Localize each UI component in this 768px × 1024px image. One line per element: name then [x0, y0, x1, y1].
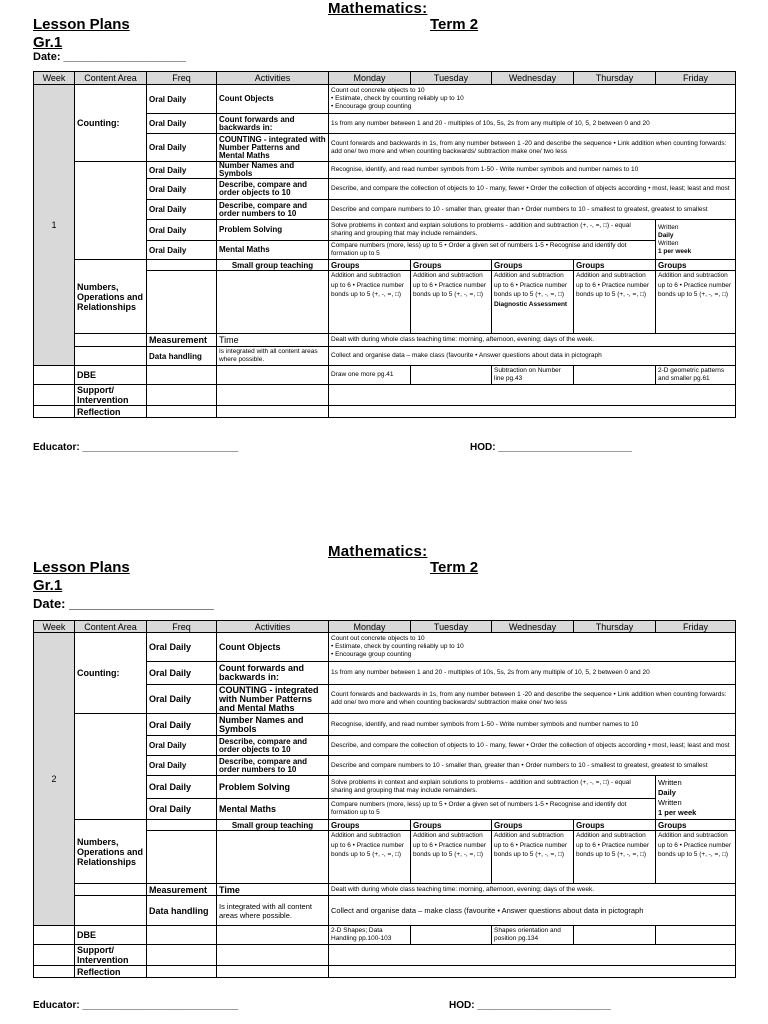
col-wednesday: Wednesday	[492, 72, 574, 85]
freq-cell: Oral Daily	[147, 662, 217, 685]
educator-signature: Educator: ____________________________	[33, 1000, 239, 1011]
freq-cell: Oral Daily	[147, 200, 217, 220]
page-header	[0, 0, 768, 72]
group-cell: Addition and subtraction up to 6 • Practice number bonds up to 5 (+, -, =, □)	[656, 271, 736, 334]
col-monday: Monday	[329, 72, 411, 85]
content-reflection: Reflection	[75, 966, 147, 978]
detail-cell	[329, 633, 736, 662]
activity-empty	[217, 271, 329, 334]
small-group-label: Small group teaching	[217, 820, 329, 831]
col-tuesday: Tuesday	[411, 621, 492, 633]
freq-empty	[147, 385, 217, 406]
content-data-handling: Data handling	[147, 347, 217, 366]
activity-cell: Count Objects	[217, 85, 329, 114]
freq-empty	[147, 926, 217, 945]
groups-header: Groups	[329, 820, 411, 831]
detail-cell: Compare numbers (more, less) up to 5 • Order a given set of numbers 1-5 • Recognise and identify dot formation up to 5	[329, 799, 656, 820]
freq-empty	[147, 945, 217, 966]
groups-header: Groups	[574, 820, 656, 831]
activity-cell: Problem Solving	[217, 776, 329, 799]
week-empty	[34, 406, 75, 418]
freq-cell: Oral Daily	[147, 85, 217, 114]
activity-time: Time	[217, 884, 329, 896]
detail-cell: Solve problems in context and explain solutions to problems - addition and subtraction (+, -, =, □) - equal sharing and grouping that may include remainders.	[329, 776, 656, 799]
lesson-plan-page-1	[0, 0, 768, 453]
dbe-cell: 2-D Shapes; Data Handling pp.100-103	[329, 926, 411, 945]
written-label: Written	[658, 797, 682, 807]
page-title: Mathematics:	[328, 0, 428, 17]
small-group-label: Small group teaching	[217, 260, 329, 271]
table-row	[34, 966, 736, 978]
date-field: Date: ____________________	[33, 51, 186, 63]
detail-cell: Count forwards and backwards in 1s, from any number between 1 -20 and describe the sequence • Link addition when counting forwards: add one/ two more and when counting backwards/ subtraction make one/ two less	[329, 134, 736, 162]
content-counting: Counting:	[75, 85, 147, 162]
week-empty	[34, 385, 75, 406]
groups-header: Groups	[411, 260, 492, 271]
reflection-cell	[329, 406, 736, 418]
activity-cell: Problem Solving	[217, 220, 329, 241]
detail-cell: Dealt with during whole class teaching time: morning, afternoon, evening; days of the week.	[329, 334, 736, 347]
col-tuesday: Tuesday	[411, 72, 492, 85]
freq-empty	[147, 271, 217, 334]
freq-cell: Oral Daily	[147, 241, 217, 260]
col-content-area: Content Area	[75, 72, 147, 85]
detail-cell: Recognise, identify, and read number symbols from 1-50 - Write number symbols and number names to 10	[329, 162, 736, 179]
col-activities: Activities	[217, 621, 329, 633]
detail-cell: Recognise, identify, and read number symbols from 1-50 - Write number symbols and number names to 10	[329, 714, 736, 736]
groups-header: Groups	[574, 260, 656, 271]
col-content-area: Content Area	[75, 621, 147, 633]
activity-cell: Count Objects	[217, 633, 329, 662]
detail-cell: Dealt with during whole class teaching time: morning, afternoon, evening; days of the week.	[329, 884, 736, 896]
week-empty	[34, 926, 75, 945]
content-numbers: Numbers, Operations and Relationships	[75, 260, 147, 334]
written-label: Written	[658, 239, 679, 247]
freq-cell: Oral Daily	[147, 633, 217, 662]
col-thursday: Thursday	[574, 72, 656, 85]
groups-header: Groups	[329, 260, 411, 271]
table-row	[34, 714, 736, 736]
freq-cell: Oral Daily	[147, 179, 217, 200]
group-cell: Addition and subtraction up to 6 • Practice number bonds up to 5 (+, -, =, □)	[492, 831, 574, 884]
activity-cell: COUNTING - integrated with Number Patterns and Mental Maths	[217, 134, 329, 162]
week-empty	[34, 966, 75, 978]
activity-empty	[217, 966, 329, 978]
detail-cell: 1s from any number between 1 and 20 - multiples of 10s, 5s, 2s from any multiple of 10, 5, 2 between 0 and 20	[329, 662, 736, 685]
grade-heading: Gr.1	[33, 34, 63, 51]
detail-text: Count out concrete objects to 10 • Estimate, check by counting reliably up to 10 • Encourage group counting	[331, 635, 464, 658]
activity-cell: Describe, compare and order objects to 10	[217, 736, 329, 756]
group-cell: Addition and subtraction up to 6 • Practice number bonds up to 5 (+, -, =, □)	[411, 271, 492, 334]
col-week: Week	[34, 621, 75, 633]
dbe-cell: Shapes orientation and position pg.134	[492, 926, 574, 945]
freq-cell: Oral Daily	[147, 756, 217, 776]
written-cell	[656, 220, 736, 260]
content-support: Support/ Intervention	[75, 945, 147, 966]
dbe-cell	[574, 926, 656, 945]
daily-label: Daily	[658, 231, 674, 239]
table-header-row	[34, 72, 736, 85]
lesson-plans-heading: Lesson Plans	[33, 16, 130, 33]
content-numbers: Numbers, Operations and Relationships	[75, 820, 147, 884]
activity-cell: Mental Maths	[217, 241, 329, 260]
col-freq: Freq	[147, 621, 217, 633]
col-monday: Monday	[329, 621, 411, 633]
content-dbe: DBE	[75, 366, 147, 385]
group-cell: Addition and subtraction up to 6 • Practice number bonds up to 5 (+, -, =, □)	[574, 271, 656, 334]
col-freq: Freq	[147, 72, 217, 85]
groups-header: Groups	[411, 820, 492, 831]
written-label: Written	[658, 777, 682, 787]
group-cell: Addition and subtraction up to 6 • Practice number bonds up to 5 (+, -, =, □)	[329, 271, 411, 334]
table-row	[34, 406, 736, 418]
table-row	[34, 85, 736, 114]
activity-cell: Number Names and Symbols	[217, 714, 329, 736]
per-week-label: 1 per week	[658, 807, 697, 817]
freq-cell: Oral Daily	[147, 799, 217, 820]
activity-empty	[217, 366, 329, 385]
content-measurement: Measurement	[147, 334, 217, 347]
table-row	[34, 633, 736, 662]
freq-cell: Oral Daily	[147, 776, 217, 799]
detail-cell: Describe and compare numbers to 10 - smaller than, greater than • Order numbers to 10 - smallest to greatest, greatest to smallest	[329, 756, 736, 776]
activity-empty	[217, 385, 329, 406]
educator-signature: Educator: ____________________________	[33, 442, 239, 453]
support-cell	[329, 945, 736, 966]
dbe-cell	[411, 366, 492, 385]
freq-empty	[147, 260, 217, 271]
table-row	[34, 820, 736, 831]
grade-heading: Gr.1	[33, 577, 63, 594]
week-number: 1	[34, 85, 75, 366]
table-header-row	[34, 621, 736, 633]
detail-cell: Solve problems in context and explain solutions to problems - addition and subtraction (+, -, =, □) - equal sharing and grouping that may include remainders.	[329, 220, 656, 241]
activity-integrated: Is integrated with all content areas where possible.	[217, 347, 329, 366]
dbe-cell	[574, 366, 656, 385]
activity-cell: Count forwards and backwards in:	[217, 114, 329, 134]
col-wednesday: Wednesday	[492, 621, 574, 633]
content-empty	[75, 884, 147, 896]
content-empty	[75, 347, 147, 366]
support-cell	[329, 385, 736, 406]
detail-cell: Describe, and compare the collection of objects to 10 - many, fewer • Order the collection of objects according • most, least; least and most	[329, 736, 736, 756]
group-cell: Addition and subtraction up to 6 • Practice number bonds up to 5 (+, -, =, □)	[411, 831, 492, 884]
activity-empty	[217, 926, 329, 945]
detail-text: Count out concrete objects to 10 • Estimate, check by counting reliably up to 10 • Encourage group counting	[331, 87, 464, 110]
activity-time: Time	[217, 334, 329, 347]
group-cell	[492, 271, 574, 334]
page-title: Mathematics:	[328, 543, 428, 560]
lesson-plan-table	[33, 71, 736, 418]
freq-cell: Oral Daily	[147, 714, 217, 736]
term-heading: Term 2	[430, 16, 479, 33]
col-week: Week	[34, 72, 75, 85]
lesson-plans-heading: Lesson Plans	[33, 559, 130, 576]
activity-cell: Mental Maths	[217, 799, 329, 820]
lesson-plan-table	[33, 620, 736, 978]
table-row	[34, 347, 736, 366]
week-empty	[34, 366, 75, 385]
content-counting: Counting:	[75, 633, 147, 714]
table-row	[34, 366, 736, 385]
content-dbe: DBE	[75, 926, 147, 945]
written-cell	[656, 776, 736, 820]
detail-cell: Collect and organise data – make class (favourite • Answer questions about data in pictograph	[329, 347, 736, 366]
table-row	[34, 945, 736, 966]
detail-cell: Describe and compare numbers to 10 - smaller than, greater than • Order numbers to 10 - smallest to greatest, greatest to smallest	[329, 200, 736, 220]
activity-empty	[217, 831, 329, 884]
freq-cell: Oral Daily	[147, 134, 217, 162]
lesson-plan-page-2	[0, 543, 768, 1011]
content-empty	[75, 334, 147, 347]
dbe-cell: Subtraction on Number line pg.43	[492, 366, 574, 385]
table-row	[34, 884, 736, 896]
col-thursday: Thursday	[574, 621, 656, 633]
col-activities: Activities	[217, 72, 329, 85]
group-cell: Addition and subtraction up to 6 • Practice number bonds up to 5 (+, -, =, □)	[656, 831, 736, 884]
col-friday: Friday	[656, 621, 736, 633]
hod-signature: HOD: ________________________	[470, 442, 632, 453]
reflection-cell	[329, 966, 736, 978]
dbe-cell: 2-D geometric patterns and smaller pg.61	[656, 366, 736, 385]
activity-integrated: Is integrated with all content areas where possible.	[217, 896, 329, 926]
detail-cell: Compare numbers (more, less) up to 5 • Order a given set of numbers 1-5 • Recognise and identify dot formation up to 5	[329, 241, 656, 260]
detail-cell: 1s from any number between 1 and 20 - multiples of 10s, 5s, 2s from any multiple of 10, 5, 2 between 0 and 20	[329, 114, 736, 134]
group-cell: Addition and subtraction up to 6 • Practice number bonds up to 5 (+, -, =, □)	[574, 831, 656, 884]
dbe-cell: Draw one more pg.41	[329, 366, 411, 385]
table-row	[34, 162, 736, 179]
activity-cell: Describe, compare and order numbers to 10	[217, 200, 329, 220]
table-row	[34, 385, 736, 406]
week-empty	[34, 945, 75, 966]
content-data-handling: Data handling	[147, 896, 217, 926]
per-week-label: 1 per week	[658, 247, 692, 255]
groups-header: Groups	[492, 260, 574, 271]
week-number: 2	[34, 633, 75, 926]
page-header	[0, 543, 768, 615]
groups-header: Groups	[656, 820, 736, 831]
content-reflection: Reflection	[75, 406, 147, 418]
content-empty	[75, 714, 147, 820]
freq-cell: Oral Daily	[147, 736, 217, 756]
activity-cell: Describe, compare and order numbers to 10	[217, 756, 329, 776]
freq-cell: Oral Daily	[147, 685, 217, 714]
content-empty	[75, 162, 147, 260]
freq-empty	[147, 820, 217, 831]
group-cell-text: Addition and subtraction up to 6 • Practice number bonds up to 5 (+, -, =, □)	[494, 272, 568, 298]
freq-cell: Oral Daily	[147, 220, 217, 241]
freq-empty	[147, 966, 217, 978]
daily-label: Daily	[658, 787, 676, 797]
table-row	[34, 926, 736, 945]
detail-cell: Collect and organise data – make class (favourite • Answer questions about data in pictograph	[329, 896, 736, 926]
freq-empty	[147, 831, 217, 884]
term-heading: Term 2	[430, 559, 479, 576]
freq-empty	[147, 366, 217, 385]
detail-cell: Describe, and compare the collection of objects to 10 - many, fewer • Order the collection of objects according • most, least; least and most	[329, 179, 736, 200]
content-support: Support/ Intervention	[75, 385, 147, 406]
written-label: Written	[658, 223, 679, 231]
groups-header: Groups	[492, 820, 574, 831]
content-empty	[75, 896, 147, 926]
diagnostic-label: Diagnostic Assessment	[494, 300, 568, 308]
table-row	[34, 260, 736, 271]
detail-cell: Count forwards and backwards in 1s, from any number between 1 -20 and describe the sequence • Link addition when counting forwards: add one/ two more and when counting backwards/ subtraction make one/ two less	[329, 685, 736, 714]
groups-header: Groups	[656, 260, 736, 271]
date-field: Date: ____________________	[33, 596, 214, 611]
activity-empty	[217, 406, 329, 418]
table-row	[34, 896, 736, 926]
activity-empty	[217, 945, 329, 966]
freq-cell: Oral Daily	[147, 162, 217, 179]
detail-cell	[329, 85, 736, 114]
freq-empty	[147, 406, 217, 418]
activity-cell: Number Names and Symbols	[217, 162, 329, 179]
col-friday: Friday	[656, 72, 736, 85]
dbe-cell	[656, 926, 736, 945]
hod-signature: HOD: ________________________	[449, 1000, 611, 1011]
table-row	[34, 334, 736, 347]
activity-cell: Describe, compare and order objects to 10	[217, 179, 329, 200]
activity-cell: COUNTING - integrated with Number Patterns and Mental Maths	[217, 685, 329, 714]
content-measurement: Measurement	[147, 884, 217, 896]
group-cell: Addition and subtraction up to 6 • Practice number bonds up to 5 (+, -, =, □)	[329, 831, 411, 884]
activity-cell: Count forwards and backwards in:	[217, 662, 329, 685]
dbe-cell	[411, 926, 492, 945]
freq-cell: Oral Daily	[147, 114, 217, 134]
